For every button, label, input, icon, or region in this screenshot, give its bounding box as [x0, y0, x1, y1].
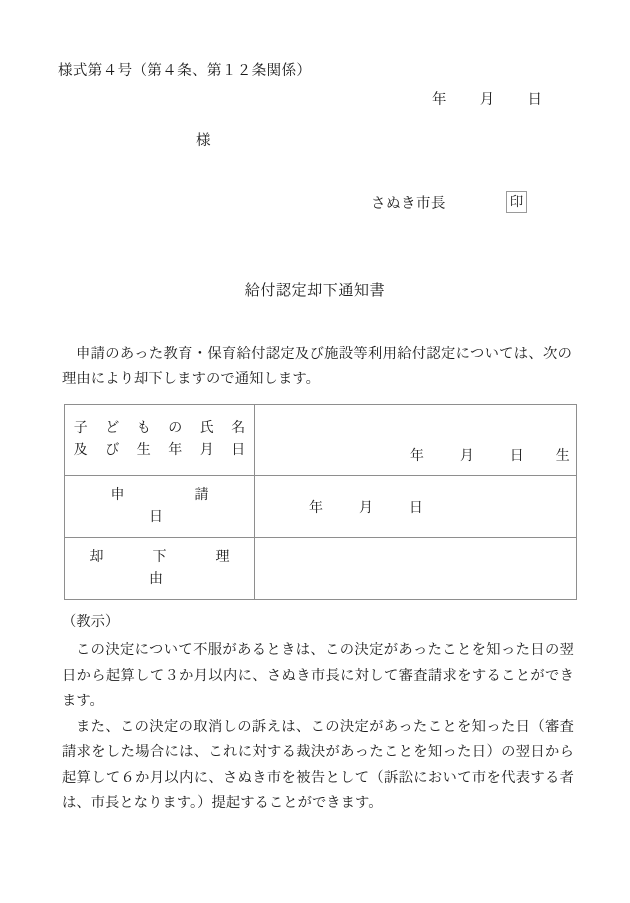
addressee-honorific: 様	[196, 133, 211, 149]
birth-suffix: 生	[555, 449, 570, 464]
application-year: 年	[309, 500, 324, 516]
intro-paragraph: 申請のあった教育・保育給付認定及び施設等利用給付認定については、次の理由により却下しますので通知します。	[62, 346, 572, 387]
issue-date-month: 月	[479, 92, 495, 108]
issuer-name: さぬき市長	[371, 196, 446, 212]
instructions-body	[62, 638, 574, 817]
application-date-placeholder	[255, 497, 576, 517]
row-value-application-date[interactable]	[255, 476, 577, 538]
instructions-paragraph-1: この決定について不服があるときは、この決定があったことを知った日の翌日から起算して３か月以内に、さぬき市長に対して審査請求をすることができます。	[62, 642, 574, 709]
row-value-rejection-reason[interactable]	[255, 538, 577, 600]
instructions-paragraph-2: また、この決定の取消しの訴えは、この決定があったことを知った日（審査請求をした場合には、これに対する裁決があったことを知った日）の翌日から起算して６か月以内に、さぬき市を被告として（訴訟において市を代表する者は、市長となります。）提起することができます。	[62, 718, 574, 811]
row-label-line-1: 子 ど も の 氏 名	[73, 421, 253, 436]
birth-day: 日	[509, 449, 525, 464]
application-day: 日	[408, 500, 424, 516]
row-label-text: 却 下 理 由	[89, 549, 279, 587]
row-label-child-name-birth	[65, 405, 255, 476]
row-value-child-name-birth[interactable]	[255, 405, 577, 476]
row-label-rejection-reason	[65, 538, 279, 600]
birth-year: 年	[409, 449, 425, 464]
table-row	[65, 476, 577, 538]
issue-date-line	[0, 88, 630, 109]
instructions-heading: （教示）	[62, 614, 120, 630]
application-month: 月	[358, 500, 374, 516]
table-row	[65, 405, 577, 476]
table-row	[65, 538, 577, 600]
row-label-line-2: 及 び 生 年 月 日	[73, 443, 253, 458]
applicant-info-table	[64, 404, 577, 600]
row-label-text: 申 請 日	[110, 487, 279, 525]
form-number: 様式第４号（第４条、第１２条関係）	[58, 63, 312, 79]
row-label-application-date	[65, 476, 279, 538]
issue-date-day: 日	[527, 92, 542, 108]
page-title: 給付認定却下通知書	[244, 283, 386, 299]
birth-month: 月	[459, 449, 475, 464]
issue-date-year: 年	[432, 92, 447, 108]
seal-stamp-icon: 印	[506, 191, 527, 213]
birth-date-placeholder	[255, 415, 576, 465]
